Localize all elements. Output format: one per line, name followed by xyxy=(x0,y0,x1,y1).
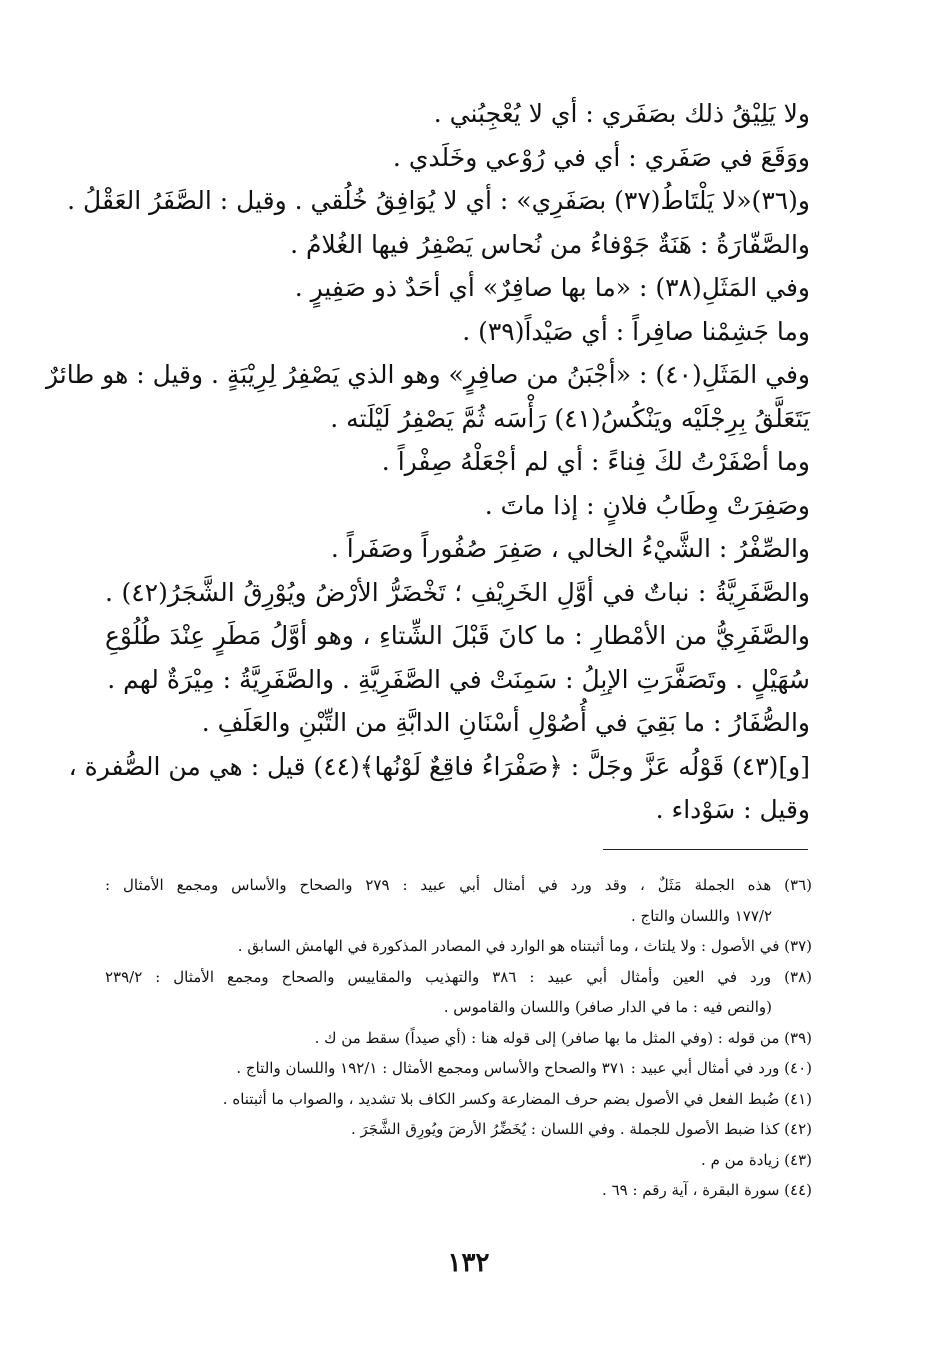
text-line: [و](٤٣) قَوْلُه عَزَّ وجَلَّ : ﴿صَفْرَاءُ فاقِعٌ لَوْنُها﴾(٤٤) قيل : هي من الصُّفرة ، xyxy=(68,751,810,781)
text-line: والصِّفْرُ : الشَّيْءُ الخالي ، صَفِرَ صُفُوراً وصَفَراً . xyxy=(330,534,810,563)
footnotes xyxy=(105,870,812,1206)
footnote-line: (٤٣) زيادة من م . xyxy=(701,1150,812,1169)
footnote-line: (٤٠) ورد في أمثال أبي عبيد : ٣٧١ والصحاح والأساس ومجمع الأمثال : ١٩٢/١ واللسان والتاج . xyxy=(236,1059,812,1077)
footnote-line: ١٧٧/٢ واللسان والتاج . xyxy=(630,906,772,925)
text-line: وفي المَثَلِ(٣٨) : «ما بها صافِرٌ» أي أحَدٌ ذو صَفِيرٍ . xyxy=(294,273,810,302)
text-line: وقيل : سَوْداء . xyxy=(655,795,810,824)
text-line: والصَّفَرِيَّةُ : نباتٌ في أوَّلِ الخَرِيْفِ ؛ تَخْضَرُّ الأرْضُ ويُوْرِقُ الشَّجَرُ(٤٢) . xyxy=(105,577,810,607)
footnote-line: (٤١) ضُبط الفعل في الأصول بضم حرف المضارعة وكسر الكاف بلا تشديد ، والصواب ما أثبتناه . xyxy=(222,1089,812,1108)
text-line: يَتَعَلَّقُ بِرِجْلَيْه ويَنْكُسُ(٤١) رَأْسَه ثُمَّ يَصْفِرُ لَيْلَته . xyxy=(330,403,810,433)
text-line: والصَّفَرِيُّ من الأمْطارِ : ما كانَ قَبْلَ الشِّتاءِ ، وهو أوَّلُ مَطَرٍ عِنْدَ طُلُوْعِ xyxy=(105,621,810,650)
text-line: ولا يَلِيْقُ ذلك بصَفَري : أي لا يُعْجِبُني . xyxy=(433,99,810,128)
footnote-line: (٣٦) هذه الجملة مَثَلٌ ، وقد ورد في أمثال أبي عبيد : ٢٧٩ والصحاح والأساس ومجمع الأمثال : xyxy=(105,876,812,894)
text-line: ووَقَعَ في صَفَري : أي في رُوْعي وخَلَدي . xyxy=(392,142,810,172)
text-line: و(٣٦)«لا يَلْتَاطُ(٣٧) بصَفَرِي» : أي لا يُوَافِقُ خُلُقي . وقيل : الصَّفَرُ العَقْلُ . xyxy=(67,186,810,215)
footnote-line: (٤٢) كذا ضبط الأصول للجملة . وفي اللسان : يُخَضِّرُ الأرضَ ويُورِق الشَّجَرَ . xyxy=(350,1120,812,1138)
page-number: ١٣٢ xyxy=(447,1248,490,1278)
footnote-line: (٣٧) في الأصول : ولا يلتاث ، وما أثبتناه هو الوارد في المصادر المذكورة في الهامش السابق . xyxy=(237,937,812,955)
footnote-divider xyxy=(603,849,808,850)
text-line: وفي المَثَلِ(٤٠) : «أجْبَنُ من صافِرٍ» وهو الذي يَصْفِرُ لِرِيْبَةٍ . وقيل : هو طائرٌ xyxy=(45,360,810,389)
footnote-line: (والنص فيه : ما في الدار صافر) واللسان والقاموس . xyxy=(443,998,772,1016)
text-line: وصَفِرَتْ وِطَابُ فلانٍ : إذا ماتَ . xyxy=(484,490,810,520)
footnote-line: (٣٩) من قوله : (وفي المثل ما بها صافر) إلى قوله هنا : (أي صيداً) سقط من ك . xyxy=(314,1028,812,1047)
footnote-line: (٤٤) سورة البقرة ، آية رقم : ٦٩ . xyxy=(602,1181,812,1199)
footnote-line: (٣٨) ورد في العين وأمثال أبي عبيد : ٣٨٦ والتهذيب والمقاييس والصحاح ومجمع الأمثال : ٢٣٩/٢ xyxy=(105,967,812,986)
text-line: وما جَشِمْنا صافِراً : أي صَيْداً(٣٩) . xyxy=(462,316,810,346)
text-line: وما أصْفَرْتُ لكَ فِناءً : أي لم أجْعَلْهُ صِفْراً . xyxy=(381,447,810,476)
text-line: والصُّفَارُ : ما بَقِيَ في أُصُوْلِ أسْنَانِ الدابَّةِ من التِّبْنِ والعَلَفِ . xyxy=(201,708,810,737)
main-text xyxy=(45,92,810,832)
text-line: والصَّفّارَةُ : هَنَةٌ جَوْفاءُ من نُحاس يَصْفِرُ فيها الغُلامُ . xyxy=(290,229,810,259)
text-line: سُهَيْلٍ . وتَصَفَّرَتِ الإبِلُ : سَمِنَتْ في الصَّفَرِيَّةِ . والصَّفَرِيَّةُ : مِيْرَةٌ لهم . xyxy=(107,664,810,694)
